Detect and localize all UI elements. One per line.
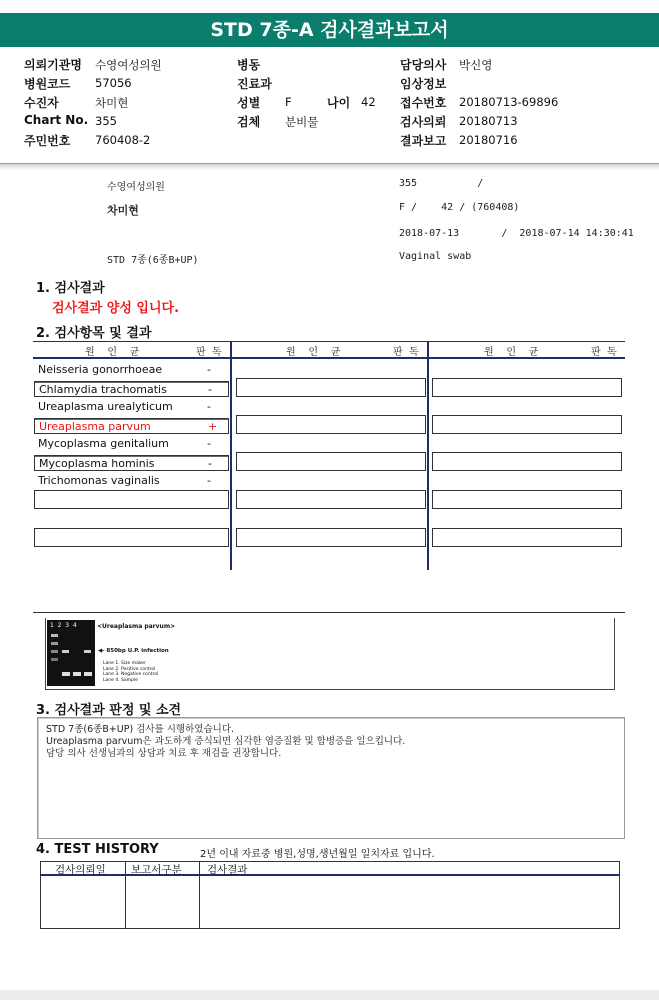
history-col-date: 검사의뢰일 [55,864,106,876]
gel-primer-band [62,672,70,676]
col-header-judgement-1: 판 독 [196,347,222,358]
pathogen-result: - [208,382,212,396]
info-label: 결과보고 [400,134,447,148]
gel-image [47,620,95,686]
pathogen-result: - [207,400,211,413]
info-value: 57056 [95,76,132,90]
info-label: 병원코드 [24,77,71,91]
comment-line: 담당 의사 선생님과의 상담과 치료 후 재검을 권장합니다. [46,748,282,759]
gel-legend-line: Lane 3. Negative control [103,672,159,677]
age-value: 42 [361,95,376,109]
gel-ladder-band [51,634,58,637]
table-col-divider-1 [230,341,232,570]
empty-cell [236,490,426,509]
info-value: 분비물 [285,115,319,129]
section1-result: 검사결과 양성 입니다. [52,301,180,316]
section3-title: 3. 검사결과 판정 및 소견 [36,703,182,718]
info-value: 20180713 [459,114,518,128]
empty-cell [432,378,622,397]
history-col-divider [199,861,200,929]
section1-title: 1. 검사결과 [36,281,105,296]
col-header-pathogen-3: 원 인 균 [484,347,539,358]
info-label: 검사의뢰 [400,115,447,129]
gel-primer-band [84,672,92,676]
result-row [34,473,229,489]
page-bottom-strip [0,990,659,1000]
info-label: 의뢰기관명 [24,58,82,72]
gel-legend-line: Lane 4. Sample [103,677,138,683]
history-col-type: 보고서구분 [131,864,182,876]
empty-cell [432,490,622,509]
gel-title: <Ureaplasma parvum> [97,623,176,630]
info-label: 담당의사 [400,58,447,72]
gel-band-label: ◀- 850bp U.P. infection [98,648,169,654]
pathogen-name: Neisseria gonorrhoeae [38,363,163,376]
history-header-row [40,861,620,876]
summary-chart: 355 / [399,178,484,189]
summary-sex-age: F / 42 / (760408) [399,202,520,213]
pathogen-name: Ureaplasma parvum [39,419,151,433]
pathogen-name: Mycoplasma hominis [39,456,155,470]
empty-cell [236,452,426,471]
result-row [34,381,229,397]
result-row [34,455,229,471]
empty-cell [432,452,622,471]
empty-cell [236,378,426,397]
info-label: 접수번호 [400,96,447,110]
empty-cell [432,415,622,434]
pathogen-result: - [207,437,211,450]
info-label: 수진자 [24,96,59,110]
comment-text [46,724,405,760]
history-col-divider [125,861,126,929]
empty-cell [34,528,229,547]
result-row [34,436,229,452]
info-label: 검체 [237,115,261,129]
age-label: 나이 [327,96,351,110]
pathogen-name: Chlamydia trachomatis [39,382,167,396]
summary-specimen: Vaginal swab [399,251,472,262]
result-row [34,418,229,434]
info-label: 병동 [237,58,261,72]
info-value: 박신영 [459,58,493,72]
pathogen-name: Ureaplasma urealyticum [38,400,173,413]
summary-hospital: 수영여성의원 [107,182,165,193]
info-label: 임상정보 [400,77,447,91]
empty-cell [236,415,426,434]
gel-lane-numbers: 1 2 3 4 [50,622,77,629]
info-value: 수영여성의원 [95,58,162,72]
info-label: 성별 [237,96,261,110]
summary-dates: 2018-07-13 / 2018-07-14 14:30:41 [399,228,634,239]
col-header-judgement-2: 판 독 [393,347,419,358]
empty-cell [432,528,622,547]
info-value: 760408-2 [95,133,151,147]
summary-patient: 차미현 [107,204,139,217]
info-value: 차미현 [95,96,129,110]
info-value: 20180713-69896 [459,95,559,109]
section4-title: 4. TEST HISTORY [36,842,159,857]
pathogen-name: Mycoplasma genitalium [38,437,169,450]
section2-title: 2. 검사항목 및 결과 [36,326,152,341]
summary-test: STD 7종(6종B+UP) [107,255,199,266]
info-value: 355 [95,114,117,128]
gel-ladder-band [51,642,58,645]
comment-line: STD 7종(6종B+UP) 검사를 시행하였습니다. [46,724,235,735]
pathogen-name: Trichomonas vaginalis [38,474,160,487]
pathogen-result: - [207,363,211,376]
header-shadow [0,164,659,170]
result-row [34,399,229,415]
col-header-judgement-3: 판 독 [591,347,617,358]
pathogen-result: - [207,474,211,487]
info-value: F [285,95,292,109]
report-title: STD 7종-A 검사결과보고서 [0,13,659,47]
result-row [34,362,229,378]
pathogen-result: - [208,456,212,470]
gel-sample-band [84,650,91,653]
gel-positive-band [62,650,69,653]
col-header-pathogen-2: 원 인 균 [286,347,341,358]
table-top-rule [33,341,625,342]
info-label: 주민번호 [24,134,71,148]
gel-top-rule [33,612,625,613]
history-col-result: 검사결과 [207,864,248,876]
gel-primer-band [73,672,81,676]
gel-ladder-band [51,658,58,661]
comment-line: Ureaplasma parvum은 과도하게 증식되면 심각한 염증질환 및 합병증을 일으킵니다. [46,736,406,747]
info-value: 20180716 [459,133,518,147]
gel-legend-line: Lane 2. Positive control [103,666,156,672]
gel-legend [103,661,158,683]
col-header-pathogen-1: 원 인 균 [85,347,140,358]
pathogen-result: + [208,419,218,433]
gel-legend-line: Lane 1. Size maker [103,661,146,666]
info-label: Chart No. [24,113,89,127]
empty-cell [34,490,229,509]
empty-cell [236,528,426,547]
info-label: 진료과 [237,77,272,91]
history-note: 2년 이내 자료중 병원,성명,생년월일 일치자료 입니다. [200,849,435,860]
table-col-divider-2 [427,341,429,570]
gel-ladder-band [51,650,58,653]
